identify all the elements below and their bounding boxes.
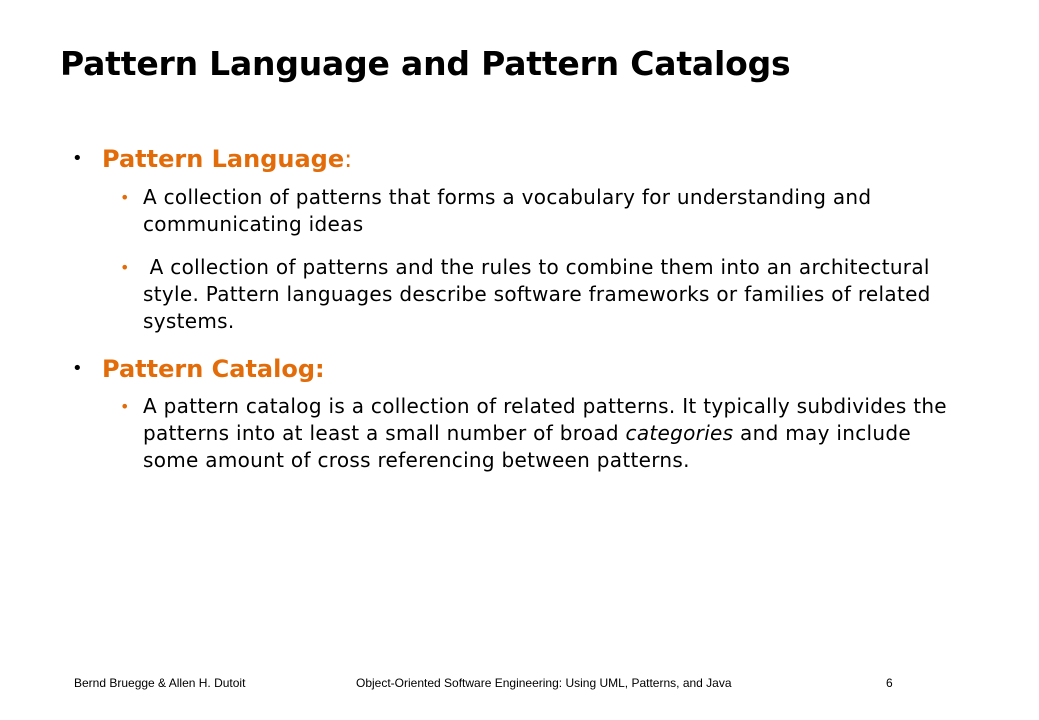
footer-page-number: 6 xyxy=(886,676,893,690)
bullet-icon: • xyxy=(120,258,130,277)
section-heading xyxy=(72,352,972,386)
list-item-text: and may include some amount of cross referencing between patterns. xyxy=(143,421,911,472)
bullet-icon: • xyxy=(120,188,130,207)
bullet-icon: • xyxy=(72,148,83,169)
list-item xyxy=(120,254,972,335)
heading-colon: : xyxy=(344,145,353,173)
list-item-text: A pattern catalog is a collection of related patterns. It typically subdivides the patterns into at least a small number of broad xyxy=(143,394,947,445)
emphasis-text: categories xyxy=(625,421,734,445)
footer-book-title: Object-Oriented Software Engineering: Using UML, Patterns, and Java xyxy=(356,676,732,690)
bullet-icon: • xyxy=(72,358,83,379)
heading-text: Pattern Catalog: xyxy=(102,355,325,383)
section-pattern-language xyxy=(72,142,972,335)
slide-title: Pattern Language and Pattern Catalogs xyxy=(60,44,791,83)
list-item xyxy=(120,184,972,238)
list-item-text: A collection of patterns that forms a vocabulary for understanding and communicating ideas xyxy=(143,185,872,236)
bullet-list xyxy=(72,393,972,474)
list-item-text: A collection of patterns and the rules to combine them into an architectural style. Pattern languages describe software frameworks or families of related systems. xyxy=(143,255,938,333)
section-heading xyxy=(72,142,972,176)
list-item xyxy=(120,393,972,474)
footer-authors: Bernd Bruegge & Allen H. Dutoit xyxy=(74,676,246,690)
bullet-list xyxy=(72,184,972,335)
heading-text: Pattern Language xyxy=(102,145,345,173)
slide-body xyxy=(72,142,972,474)
bullet-icon: • xyxy=(120,397,130,416)
section-pattern-catalog xyxy=(72,352,972,474)
